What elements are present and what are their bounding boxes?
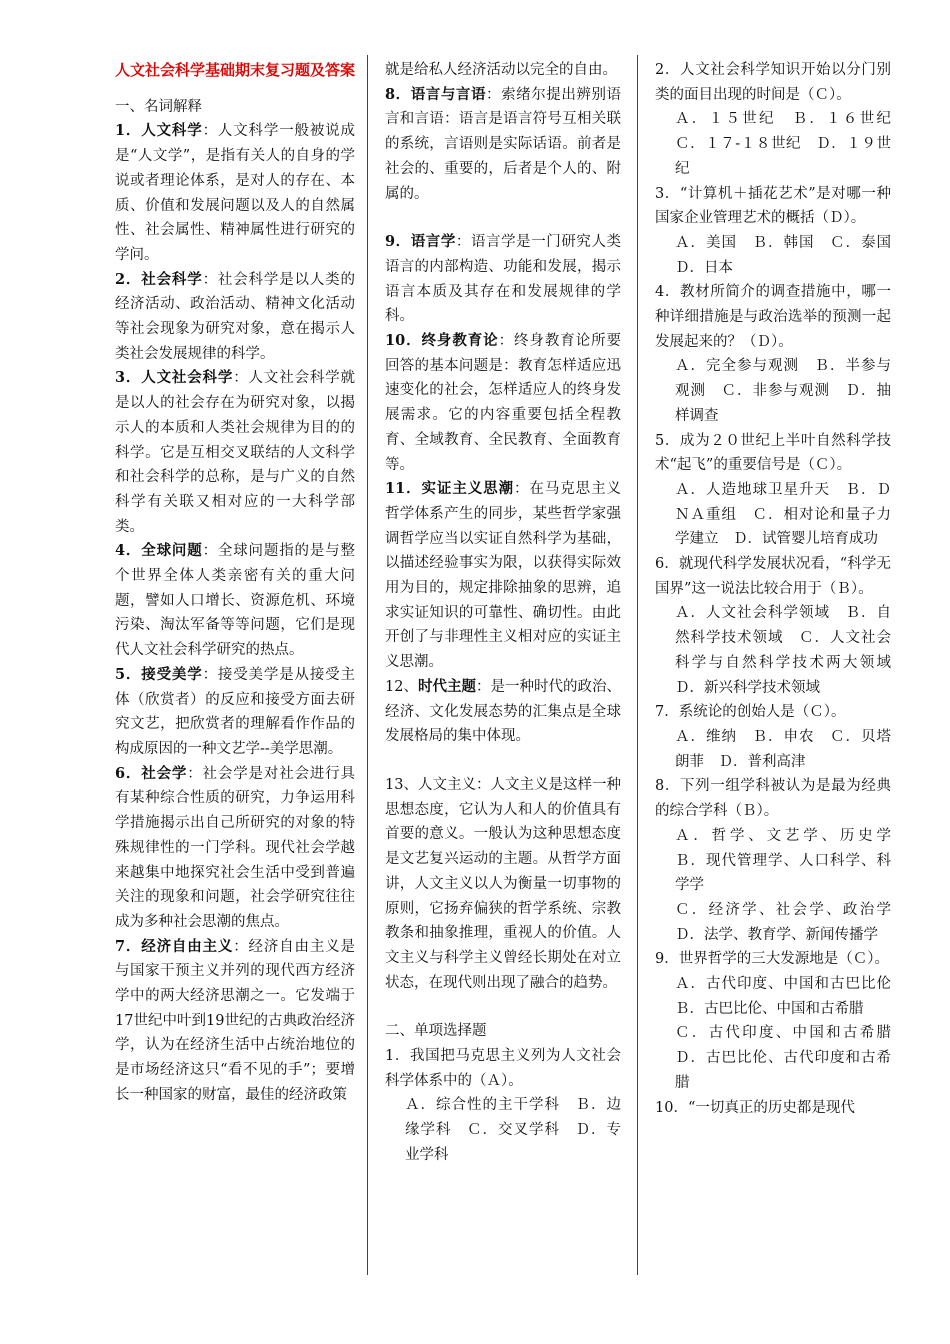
term-label: 时代主题	[417, 677, 476, 695]
question-options: Ｃ．经济学、社会学、政治学 Ｄ．法学、教育学、新闻传播学	[675, 901, 906, 943]
term-entry	[115, 663, 355, 762]
term-label: 4．全球问题	[115, 542, 203, 560]
term-text: ：经济自由主义是与国家干预主义并列的现代西方经济学中的两大经济思潮之一。它发端于17世纪中叶到19世纪的古典政治经济学，认为在经济生活中占统治地位的是市场经济这只“看不见的手”；要增长一种国家的财富，最佳的经济政策	[115, 938, 356, 1103]
question-options: Ａ．人造地球卫星升天 Ｂ．ＤＮＡ重组 Ｃ．相对论和量子力学建立 Ｄ．试管婴儿培育成功	[675, 481, 891, 548]
term-label: 13、人文主义	[385, 776, 476, 793]
term-text: ：终身教育论所要回答的基本问题是：教育怎样适应迅速变化的社会，怎样适应人的终身发展需求。它的内容重要包括全程教育、全域教育、全民教育、全面教育等。	[385, 333, 621, 473]
term-label: 1．人文科学	[115, 122, 203, 140]
column-3	[655, 58, 906, 1120]
term-text: ：索绪尔提出辨别语言和言语：语言是语言符号互相关联的系统，言语则是实际话语。前者是社会的、重要的，后者是个人的、附属的。	[385, 86, 621, 202]
term-entry	[385, 83, 621, 207]
term-text: ：社会学是对社会进行具有某种综合性质的研究，力争运用科学措施揭示出自己所研究的对象的特殊规律性的一门学科。现代社会学越来越集中地探究社会生活中受到普遍关注的现象和问题，社会学研究往往成为多种社会思潮的焦点。	[115, 765, 356, 930]
term-label: 10．终身教育论	[385, 332, 499, 350]
term-text: ：人文科学一般被说成是“人文学”，是指有关人的自身的学说或者理论体系，是对人的存在、本质、价值和发展问题以及人的自然属性、社会属性、精神属性进行研究的学问。	[115, 123, 356, 263]
term-text: ：人文主义是这样一种思想态度，它认为人和人的价值具有首要的意义。一般认为这种思想态度是文艺复兴运动的主题。从哲学方面讲，人文主义以人为衡量一切事物的原则，它扬弃偏狭的哲学系统、宗教教条和抽象推理，重视人的价值。人文主义与科学主义曾经长期处在对立状态，在现代则出现了融合的趋势。	[385, 776, 622, 991]
question-options: Ａ．美国 Ｂ．韩国 Ｃ．泰国 Ｄ．日本	[675, 234, 906, 276]
question: 5．成为２０世纪上半叶自然科学技术“起飞”的重要信号是（Ｃ）。	[655, 432, 891, 474]
term-text: ：是一种时代的政治、经济、文化发展态势的汇集点是全球发展格局的集中体现。	[385, 678, 622, 745]
term-entry	[385, 477, 621, 675]
question: 3．“计算机＋插花艺术”是对哪一种国家企业管理艺术的概括（Ｄ）。	[655, 185, 891, 227]
term-label: 5．接受美学	[115, 665, 203, 683]
term-entry	[115, 366, 355, 539]
term-label: 6．社会学	[115, 764, 188, 782]
term-label: 2．社会科学	[115, 270, 203, 288]
question-options: Ａ．维纳 Ｂ．申农 Ｃ．贝塔朗菲 Ｄ．普利高津	[675, 728, 891, 770]
term-entry	[385, 230, 621, 329]
question: 8．下列一组学科被认为是最为经典的综合学科（Ｂ）。	[655, 778, 891, 820]
term-text: ：语言学是一门研究人类语言的内部构造、功能和发展，揭示语言本质及其存在和发展规律的学科。	[385, 234, 622, 325]
question-options: Ｃ．古代印度、中国和古希腊 Ｄ．古巴比伦、古代印度和古希腊	[675, 1025, 906, 1091]
column-1	[115, 58, 355, 1108]
term-entry	[385, 773, 621, 995]
term-label: 3．人文社会科学	[115, 369, 234, 387]
section-heading: 一、名词解释	[115, 98, 202, 115]
term-entry	[115, 268, 355, 367]
question: 9．世界哲学的三大发源地是（Ｃ）。	[655, 951, 889, 968]
question: 1．我国把马克思主义列为人文社会科学体系中的（Ａ）。	[385, 1048, 621, 1089]
term-entry	[115, 539, 355, 663]
question-options: Ａ．人文社会科学领域 Ｂ．自然科学技术领域 Ｃ．人文社会科学与自然科学技术两大领域 Ｄ．新兴科学技术领域	[675, 605, 906, 696]
term-entry	[385, 675, 621, 749]
term-text: ：人文社会科学就是以人的社会存在为研究对象，以揭示人的本质和人类社会规律为目的的科学。它是互相交叉联结的人文科学和社会科学的总称，是与广义的自然科学有关联又相对应的一大科学部类。	[115, 370, 356, 535]
question: 10．“一切真正的历史都是现代	[655, 1099, 855, 1116]
term-text: ：全球问题指的是与整个世界全体人类亲密有关的重大问题，譬如人口增长、资源危机、环境污染、淘汰军备等等问题，它们是现代人文社会科学研究的热点。	[115, 543, 356, 659]
term-entry	[115, 935, 355, 1108]
term-label: 11．实证主义思潮	[385, 480, 514, 498]
column-divider	[367, 55, 368, 1275]
term-label: 7．经济自由主义	[115, 937, 234, 955]
document-title: 人文社会科学基础期末复习题及答案	[115, 61, 356, 79]
question: 6．就现代科学发展状况看，“科学无国界”这一说法比较合用于（Ｂ）。	[655, 556, 891, 597]
term-entry	[115, 762, 355, 935]
question: 2．人文社会科学知识开始以分门别类的面目出现的时间是（Ｃ）。	[655, 62, 891, 103]
question-options: Ａ．古代印度、中国和古巴比伦 Ｂ．古巴比伦、中国和古希腊	[675, 976, 906, 1017]
question-options: Ａ．１５世纪 Ｂ．１６世纪 Ｃ．１７-１８世纪 Ｄ．１９世纪	[675, 111, 906, 177]
question-options: Ａ．完全参与观测 Ｂ．半参与观测 Ｃ．非参与观测 Ｄ．抽样调查	[675, 358, 891, 424]
question: 7．系统论的创始人是（Ｃ）。	[655, 704, 846, 721]
term-number: 12、	[385, 678, 418, 695]
term-continuation: 就是给私人经济活动以完全的自由。	[385, 62, 617, 78]
term-label: 8．语言与言语	[385, 85, 487, 103]
section-heading: 二、单项选择题	[385, 1023, 487, 1040]
term-text: ：社会科学是以人类的经济活动、政治活动、精神文化活动等社会现象为研究对象，意在揭示人类社会发展规律的科学。	[115, 271, 356, 362]
question-options: Ａ．哲学、文艺学、历史学 Ｂ．现代管理学、人口科学、科学学	[675, 827, 906, 894]
term-text: ：接受美学是从接受主体（欣赏者）的反应和接受方面去研究文艺，把欣赏者的理解看作作品的构成原因的一种文艺学--美学思潮。	[115, 666, 356, 757]
term-label: 9．语言学	[385, 233, 456, 251]
question: 4．教材所简介的调查措施中，哪一种详细措施是与政治选举的预测一起发展起来的？（Ｄ）。	[655, 284, 891, 350]
term-entry	[115, 119, 355, 267]
question-options: Ａ．综合性的主干学科 Ｂ．边缘学科 Ｃ．交叉学科 Ｄ．专业学科	[405, 1097, 621, 1163]
term-text: ：在马克思主义哲学体系产生的同步，某些哲学家强调哲学应当以实证自然科学为基础，以描述经验事实为限，以获得实际效用为目的，规定排除抽象的思辨，追求实证知识的可靠性、确切性。由此开创了与非理性主义相对应的实证主义思潮。	[385, 481, 621, 671]
column-divider	[637, 55, 638, 1275]
column-2	[385, 58, 621, 1168]
term-entry	[385, 329, 621, 477]
